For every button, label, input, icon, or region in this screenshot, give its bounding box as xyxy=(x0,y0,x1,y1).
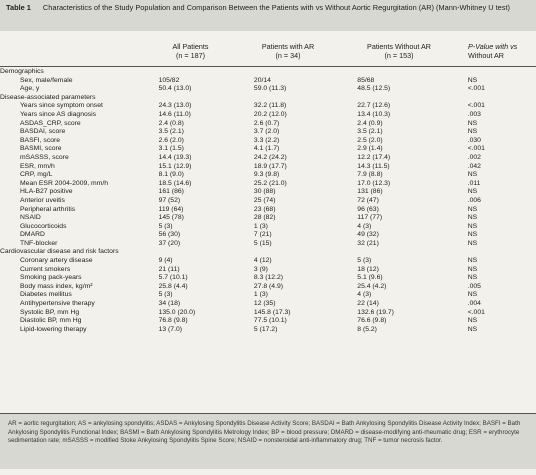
table-title: Characteristics of the Study Population and Comparison Between the Patients with vs Without Aortic Regurgitation (AR) (Mann-Whitney U test) xyxy=(42,3,510,12)
with-ar-value: 77.5 (10.1) xyxy=(253,317,287,325)
without-ar-value: 132.6 (19.7) xyxy=(357,308,394,316)
without-ar-value: 22 (14) xyxy=(357,300,379,308)
with-ar-value: 27.8 (4.9) xyxy=(253,282,284,290)
col-header-p-value: P-Value with vs Without AR xyxy=(468,42,518,60)
p-value: NS xyxy=(467,128,478,136)
p-value: NS xyxy=(467,188,478,196)
with-ar-value: 8.3 (12.2) xyxy=(253,274,284,282)
table-label: Table 1 xyxy=(6,3,31,12)
with-ar-value: 3.3 (2.2) xyxy=(253,136,280,144)
all-patients-value: 135.0 (20.0) xyxy=(158,308,196,316)
without-ar-value: 117 (77) xyxy=(357,214,383,222)
all-patients-value: 24.3 (13.0) xyxy=(158,102,192,110)
data-table xyxy=(0,68,536,334)
all-patients-value: 161 (86) xyxy=(158,188,184,196)
with-ar-value: 25 (74) xyxy=(253,196,276,204)
all-patients-value: 2.4 (0.8) xyxy=(158,119,184,127)
with-ar-value xyxy=(254,248,357,257)
table-row xyxy=(0,188,536,197)
all-patients-value: 119 (64) xyxy=(158,205,184,213)
row-label: BASMI, score xyxy=(20,145,62,153)
row-label: Cardiovascular disease and risk factors xyxy=(0,248,119,256)
without-ar-value: 131 (86) xyxy=(357,188,383,196)
row-label: Body mass index, kg/m² xyxy=(20,282,93,290)
table-row xyxy=(0,111,536,120)
row-label: Coronary artery disease xyxy=(20,257,93,265)
without-ar-value xyxy=(357,68,467,77)
p-value: .042 xyxy=(467,162,481,170)
without-ar-value: 3.5 (2.1) xyxy=(357,128,383,136)
p-value: .004 xyxy=(467,300,481,308)
with-ar-value xyxy=(254,94,357,103)
with-ar-value: 20.2 (12.0) xyxy=(253,110,287,118)
with-ar-value: 28 (82) xyxy=(253,214,276,222)
row-label: TNF-blocker xyxy=(20,239,58,247)
p-value: NS xyxy=(467,171,478,179)
row-label: Glucocorticoids xyxy=(20,222,67,230)
p-value: NS xyxy=(467,205,478,213)
without-ar-value: 32 (21) xyxy=(357,239,379,247)
with-ar-value: 5 (17.2) xyxy=(253,325,278,333)
table-row xyxy=(0,171,536,180)
p-value: NS xyxy=(467,119,478,127)
row-label: Systolic BP, mm Hg xyxy=(20,308,80,316)
row-label: ESR, mm/h xyxy=(20,162,55,170)
all-patients-value: 37 (20) xyxy=(158,239,181,247)
without-ar-value xyxy=(357,94,467,103)
table-row xyxy=(0,145,536,154)
p-value xyxy=(468,248,536,257)
without-ar-value: 13.4 (10.3) xyxy=(357,110,391,118)
p-value: NS xyxy=(467,325,478,333)
with-ar-value: 18.9 (17.7) xyxy=(253,162,287,170)
without-ar-value: 48.5 (12.5) xyxy=(357,85,391,93)
with-ar-value: 2.6 (0.7) xyxy=(253,119,280,127)
without-ar-value: 4 (3) xyxy=(357,291,372,299)
without-ar-value: 14.3 (11.5) xyxy=(357,162,390,170)
all-patients-value: 21 (11) xyxy=(158,265,180,273)
row-label: Current smokers xyxy=(20,265,71,273)
row-label: Smoking pack-years xyxy=(20,274,82,282)
all-patients-value: 9 (4) xyxy=(158,257,173,265)
with-ar-value: 20/14 xyxy=(253,76,271,84)
p-value xyxy=(468,68,536,77)
without-ar-value: 4 (3) xyxy=(357,222,372,230)
table-row xyxy=(0,274,536,283)
table-row xyxy=(0,137,536,146)
table-row xyxy=(0,223,536,232)
without-ar-value: 17.0 (12.3) xyxy=(357,179,391,187)
with-ar-value: 24.2 (24.2) xyxy=(253,153,287,161)
p-value: .003 xyxy=(467,110,481,118)
without-ar-value: 25.4 (4.2) xyxy=(357,282,387,290)
all-patients-value: 3.5 (2.1) xyxy=(158,128,184,136)
all-patients-value: 13 (7.0) xyxy=(158,325,183,333)
all-patients-value: 34 (18) xyxy=(158,300,181,308)
with-ar-value: 3 (9) xyxy=(253,265,268,273)
with-ar-value: 9.3 (9.8) xyxy=(253,171,280,179)
row-label: NSAID xyxy=(20,214,41,222)
without-ar-value: 2.4 (0.9) xyxy=(357,119,383,127)
col-header-with-ar: Patients with AR (n = 34) xyxy=(261,42,315,60)
row-label: DMARD xyxy=(20,231,45,239)
all-patients-value: 25.8 (4.4) xyxy=(158,282,188,290)
all-patients-value: 5.7 (10.1) xyxy=(158,274,188,282)
row-label: Peripheral arthritis xyxy=(20,205,76,213)
table-row xyxy=(0,309,536,318)
table-row xyxy=(0,206,536,215)
all-patients-value: 105/82 xyxy=(158,76,180,84)
row-label: ASDAS_CRP, score xyxy=(20,119,81,127)
all-patients-value xyxy=(159,94,254,103)
table-row xyxy=(0,85,536,94)
table-row xyxy=(0,231,536,240)
p-value: .002 xyxy=(467,153,481,161)
with-ar-value: 5 (15) xyxy=(253,239,272,247)
row-label: Years since AS diagnosis xyxy=(20,110,97,118)
without-ar-value: 7.9 (8.8) xyxy=(357,171,383,179)
row-label: Sex, male/female xyxy=(20,76,73,84)
p-value: NS xyxy=(467,231,478,239)
row-label: HLA-B27 positive xyxy=(20,188,73,196)
all-patients-value: 2.6 (2.0) xyxy=(158,136,184,144)
section-header-row xyxy=(0,68,536,77)
table-row xyxy=(0,154,536,163)
with-ar-value: 30 (88) xyxy=(253,188,276,196)
row-label: CRP, mg/L xyxy=(20,171,53,179)
with-ar-value: 4.1 (1.7) xyxy=(253,145,280,153)
row-label: Years since symptom onset xyxy=(20,102,103,110)
with-ar-value: 7 (21) xyxy=(253,231,272,239)
row-label: Antihypertensive therapy xyxy=(20,300,95,308)
p-value: .011 xyxy=(467,179,481,187)
without-ar-value: 22.7 (12.6) xyxy=(357,102,391,110)
without-ar-value: 2.9 (1.4) xyxy=(357,145,383,153)
without-ar-value: 18 (12) xyxy=(357,265,379,273)
row-label: Diabetes mellitus xyxy=(20,291,72,299)
table-row xyxy=(0,283,536,292)
all-patients-value: 56 (30) xyxy=(158,231,181,239)
row-label: Anterior uveitis xyxy=(20,196,65,204)
section-header-row xyxy=(0,248,536,257)
p-value: <.001 xyxy=(467,102,485,110)
p-value: <.001 xyxy=(467,308,485,316)
without-ar-value: 72 (47) xyxy=(357,196,379,204)
table-row xyxy=(0,197,536,206)
with-ar-value: 1 (3) xyxy=(253,291,268,299)
without-ar-value: 76.6 (9.8) xyxy=(357,317,387,325)
all-patients-value: 97 (52) xyxy=(158,196,181,204)
all-patients-value: 14.6 (11.0) xyxy=(158,110,191,118)
row-label: Diastolic BP, mm Hg xyxy=(20,317,82,325)
with-ar-value: 32.2 (11.8) xyxy=(253,102,287,110)
with-ar-value xyxy=(254,68,357,77)
all-patients-value xyxy=(159,68,254,77)
table-row xyxy=(0,102,536,111)
all-patients-value: 15.1 (12.9) xyxy=(158,162,192,170)
p-value: NS xyxy=(467,76,478,84)
table-row xyxy=(0,128,536,137)
table-row xyxy=(0,240,536,249)
with-ar-value: 4 (12) xyxy=(253,257,272,265)
table-row xyxy=(0,266,536,275)
all-patients-value: 5 (3) xyxy=(158,291,173,299)
table-row xyxy=(0,291,536,300)
row-label: Mean ESR 2004-2009, mm/h xyxy=(20,179,109,187)
table-row xyxy=(0,180,536,189)
with-ar-value: 3.7 (2.0) xyxy=(253,128,280,136)
table-row xyxy=(0,77,536,86)
table-row xyxy=(0,214,536,223)
without-ar-value: 85/68 xyxy=(357,76,375,84)
table-footnote: AR = aortic regurgitation; AS = ankylosing spondylitis; ASDAS = Ankylosing Spondylitis Disease Activity Score; BASDAI = Bath Ankylosing Spondylitis Disease Activity Index; BASFI = Bath Ankylosing Spondylitis Functional Index; BASMI = Bath Ankylosing Spondylitis Metrology Index; BP = blood pressure; DMARD = disease-modifying anti-rheumatic drug; ESR = erythrocyte sedimentation rate; mSASSS = modified Stoke Ankylosing Spondylitis Spine Score; NSAID = nonsteroidal anti-inflammatory drug; TNF = tumor necrosis factor. xyxy=(0,413,536,469)
with-ar-value: 1 (3) xyxy=(253,222,268,230)
table-row xyxy=(0,317,536,326)
without-ar-value: 96 (63) xyxy=(357,205,379,213)
all-patients-value: 145 (78) xyxy=(158,214,184,222)
table-caption xyxy=(0,0,536,31)
row-label: Lipid-lowering therapy xyxy=(20,325,87,333)
without-ar-value: 49 (32) xyxy=(357,231,379,239)
row-label: Demographics xyxy=(0,68,44,75)
p-value: NS xyxy=(467,317,478,325)
row-label: Disease-associated parameters xyxy=(0,93,96,101)
table-row xyxy=(0,326,536,335)
without-ar-value: 2.5 (2.0) xyxy=(357,136,383,144)
p-value: NS xyxy=(467,274,478,282)
table-row xyxy=(0,163,536,172)
all-patients-value: 8.1 (9.0) xyxy=(158,171,184,179)
p-value: .006 xyxy=(467,196,481,204)
p-value: NS xyxy=(467,257,478,265)
all-patients-value: 76.8 (9.8) xyxy=(158,317,188,325)
without-ar-value: 5 (3) xyxy=(357,257,372,265)
table-body xyxy=(0,68,536,334)
row-label: mSASSS, score xyxy=(20,153,69,161)
p-value: <.001 xyxy=(467,145,485,153)
with-ar-value: 12 (35) xyxy=(253,300,276,308)
p-value: .005 xyxy=(467,282,481,290)
without-ar-value: 12.2 (17.4) xyxy=(357,153,391,161)
all-patients-value: 14.4 (19.3) xyxy=(158,153,192,161)
all-patients-value: 18.5 (14.6) xyxy=(158,179,192,187)
p-value: <.001 xyxy=(467,85,485,93)
all-patients-value: 3.1 (1.5) xyxy=(158,145,184,153)
p-value: NS xyxy=(467,239,478,247)
p-value: NS xyxy=(467,222,478,230)
table-row xyxy=(0,257,536,266)
col-header-without-ar: Patients Without AR (n = 153) xyxy=(367,42,431,60)
p-value: NS xyxy=(467,265,478,273)
row-label: BASDAI, score xyxy=(20,128,66,136)
p-value: NS xyxy=(467,214,478,222)
with-ar-value: 23 (68) xyxy=(253,205,276,213)
with-ar-value: 145.8 (17.3) xyxy=(253,308,291,316)
with-ar-value: 25.2 (21.0) xyxy=(253,179,287,187)
without-ar-value xyxy=(357,248,467,257)
p-value: NS xyxy=(467,291,478,299)
p-value: .030 xyxy=(467,136,481,144)
table-row xyxy=(0,120,536,129)
without-ar-value: 5.1 (9.6) xyxy=(357,274,383,282)
all-patients-value: 50.4 (13.0) xyxy=(158,85,192,93)
col-header-all-patients: All Patients (n = 187) xyxy=(172,42,209,60)
row-label: BASFI, score xyxy=(20,136,61,144)
all-patients-value: 5 (3) xyxy=(158,222,173,230)
p-value xyxy=(468,94,536,103)
without-ar-value: 8 (5.2) xyxy=(357,325,377,333)
all-patients-value xyxy=(159,248,254,257)
row-label: Age, y xyxy=(20,85,40,93)
section-header-row xyxy=(0,94,536,103)
table-row xyxy=(0,300,536,309)
column-header-row xyxy=(0,31,536,67)
with-ar-value: 59.0 (11.3) xyxy=(253,85,287,93)
